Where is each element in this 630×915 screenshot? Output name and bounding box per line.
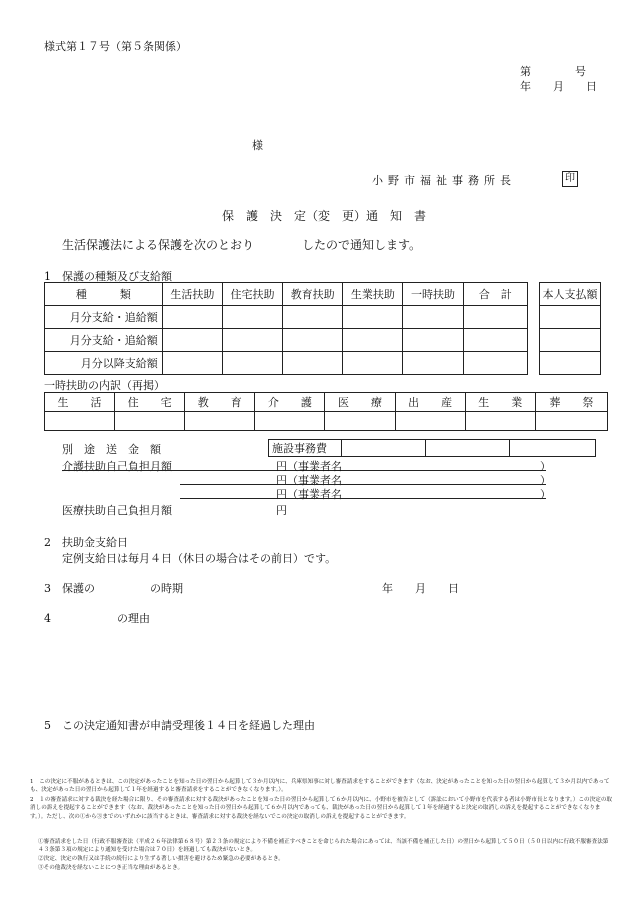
table-header: 生業扶助: [343, 283, 403, 306]
table-header: 住 宅: [115, 393, 185, 412]
table-header: 生 業: [465, 393, 535, 412]
close-paren: ）: [540, 488, 551, 501]
care-provider-3: 円（事業者名: [276, 488, 342, 501]
care-provider-1: 円（事業者名: [276, 460, 342, 473]
section5-heading: 5 この決定通知書が申請受理後１４日を経過した理由: [44, 719, 315, 732]
seal-mark: 印: [562, 171, 578, 187]
issuer-name: 小野市福祉事務所長: [372, 174, 516, 187]
document-number: 第 号: [520, 65, 586, 78]
medical-yen: 円: [276, 504, 287, 517]
document-title: 保 護 決 定（変 更）通 知 書: [222, 209, 427, 223]
table-header: 葬 祭: [535, 393, 607, 412]
section3-date: 年 月 日: [382, 582, 459, 595]
table-row: [45, 352, 528, 375]
table-header: 介 護: [255, 393, 325, 412]
section3-heading: 3 保護の の時期: [44, 582, 183, 595]
note-1: 1 この決定に不服があるときは、この決定があったことを知った日の翌日から起算して３か月以内に、兵庫県知事に対し審査請求をすることができます（なお、決定があったことを知った日の翌日から起算して３か月以内であっても、決定があった日の翌日から起算して１年を経過すると審査請求をすることができなくなります。）。: [30, 779, 610, 794]
issue-date: 年 月 日: [520, 80, 597, 93]
benefit-table: [44, 282, 528, 375]
section2-heading: 2 扶助金支給日: [44, 536, 128, 549]
table-row: [45, 412, 608, 431]
facility-label: 施設事務費: [269, 440, 342, 457]
facility-table: [268, 439, 596, 457]
table-header: 生 活: [45, 393, 115, 412]
section2-text: 定例支給日は毎月４日（休日の場合はその前日）です。: [62, 552, 337, 565]
table-header: 教 育: [185, 393, 255, 412]
table-header: 本人支払額: [540, 283, 601, 306]
table-header: 教育扶助: [283, 283, 343, 306]
onetime-heading: 一時扶助の内訳（再掲）: [44, 379, 165, 392]
section4-heading: 4 の理由: [44, 612, 150, 625]
note-2-item-2: ②決定、決定の執行又は手続の続行により生ずる著しい損害を避けるため緊急の必要があるとき。: [38, 856, 284, 862]
form-number: 様式第１７号（第５条関係）: [44, 40, 187, 53]
table-header: 種 類: [45, 283, 163, 306]
care-self-label: 介護扶助自己負担月額: [62, 460, 172, 473]
row-label: 月分支給・追給額: [45, 306, 163, 329]
row-label: 月分支給・追給額: [45, 329, 163, 352]
note-2: 2 １の審査請求に対する裁決を経た場合に限り、その審査請求に対する裁決があったことを知った日の翌日から起算して６か月以内に、小野市を被告として（訴訟において小野市を代表する者は小野市長となります。）この決定の取消しの訴えを提起することができます（なお、裁決があったことを知った日の翌日から起算して６か月以内であっても、裁決があった日の翌日から起算して１年を経過すると決定の取消しの訴えを提起することができなくなります。）。ただし、次の①から③までのいずれかに該当するときは、審査請求に対する裁決を経ないでこの決定の取消しの訴えを提起することができます。: [30, 797, 613, 820]
table-row: [45, 329, 528, 352]
table-header: 一時扶助: [403, 283, 463, 306]
intro-text: 生活保護法による保護を次のとおり したので通知します。: [62, 238, 422, 252]
underline: [180, 498, 546, 499]
onetime-breakdown-table: [44, 392, 608, 431]
close-paren: ）: [540, 460, 551, 473]
table-row: [45, 306, 528, 329]
personal-payment-table: [539, 282, 601, 375]
row-label: 月分以降支給額: [45, 352, 163, 375]
table-header: 住宅扶助: [222, 283, 282, 306]
medical-self-label: 医療扶助自己負担月額: [62, 504, 172, 517]
addressee-suffix: 様: [252, 139, 263, 152]
note-2-item-1: ①審査請求をした日（行政不服審査法（平成２６年法律第６８号）第２３条の規定により不備を補正すべきことを命じられた場合にあっては、当該不備を補正した日）の翌日から起算して５０日（５０日以内に行政不服審査法第４３条第３項の規定により通知を受けた場合は７０日）を経過しても裁決がないとき。: [38, 839, 609, 854]
section1-heading: 1 保護の種類及び支給額: [44, 270, 172, 283]
close-paren: ）: [540, 474, 551, 487]
underline: [180, 484, 546, 485]
table-header: 医 療: [325, 393, 395, 412]
note-2-item-3: ③その他裁決を経ないことにつき正当な理由があるとき。: [38, 865, 184, 871]
table-header: 合 計: [463, 283, 527, 306]
separate-amount-label: 別 途 送 金 額: [62, 443, 161, 456]
care-provider-2: 円（事業者名: [276, 474, 342, 487]
table-header: 出 産: [395, 393, 465, 412]
table-header: 生活扶助: [162, 283, 222, 306]
